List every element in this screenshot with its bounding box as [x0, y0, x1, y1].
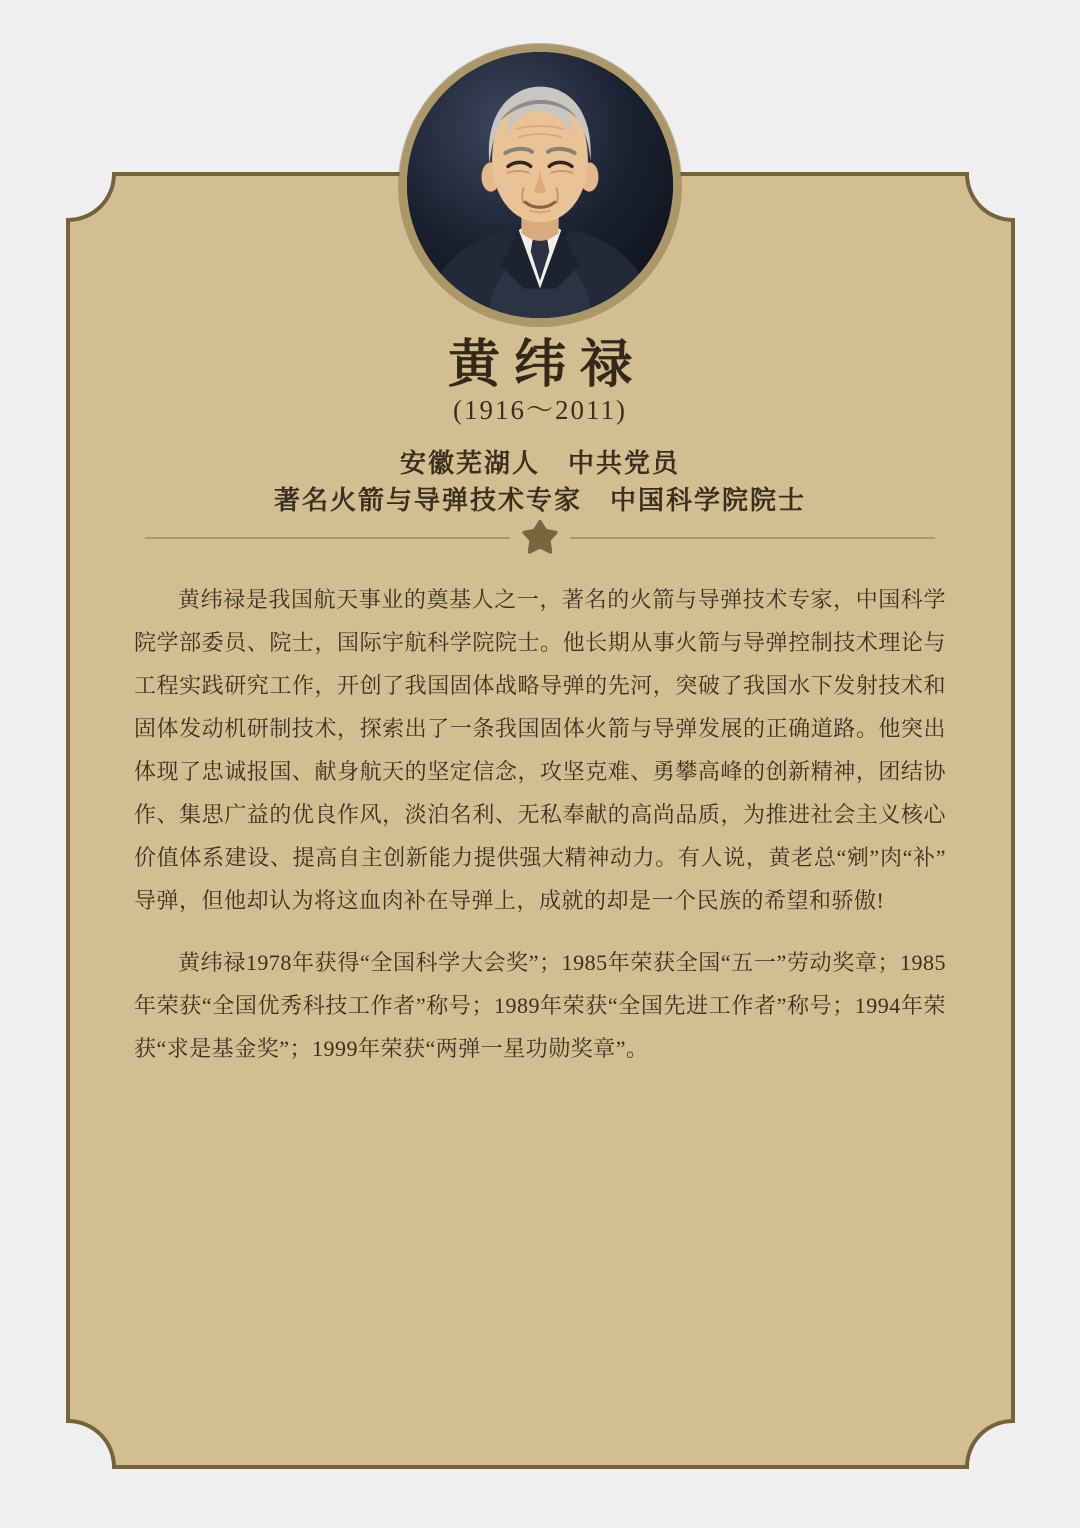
biography: [134, 578, 946, 1070]
person-name: 黄纬禄: [447, 337, 646, 394]
divider-line-left: [145, 537, 510, 539]
awards-paragraph: 黄纬禄1978年获得“全国科学大会奖”；1985年荣获全国“五一”劳动奖章；1985年荣获“全国优秀科技工作者”称号；1989年荣获“全国先进工作者”称号；1994年荣获“求是基金奖”；1999年荣获“两弹一星功勋奖章”。: [134, 950, 946, 1061]
star-divider: [145, 520, 935, 556]
biography-paragraph: 黄纬禄是我国航天事业的奠基人之一，著名的火箭与导弹技术专家，中国科学院学部委员、院士，国际宇航科学院院士。他长期从事火箭与导弹控制技术理论与工程实践研究工作，开创了我国固体战略导弹的先河，突破了我国水下发射技术和固体发动机研制技术，探索出了一条我国固体火箭与导弹发展的正确道路。他突出体现了忠诚报国、献身航天的坚定信念，攻坚克难、勇攀高峰的创新精神，团结协作、集思广益的优良作风，淡泊名利、无私奉献的高尚品质，为推进社会主义核心价值体系建设、提高自主创新能力提供强大精神动力。有人说，黄老总“剜”肉“补”导弹，但他却认为将这血肉补在导弹上，成就的却是一个民族的希望和骄傲!: [134, 587, 946, 913]
divider-line-right: [570, 537, 935, 539]
origin-party-line: 安徽芜湖人 中共党员: [399, 449, 680, 478]
star-icon: [522, 520, 558, 556]
lifespan: (1916～2011): [453, 395, 627, 425]
titles-line: 著名火箭与导弹技术专家 中国科学院院士: [273, 486, 806, 515]
portrait-photo: [399, 44, 681, 326]
